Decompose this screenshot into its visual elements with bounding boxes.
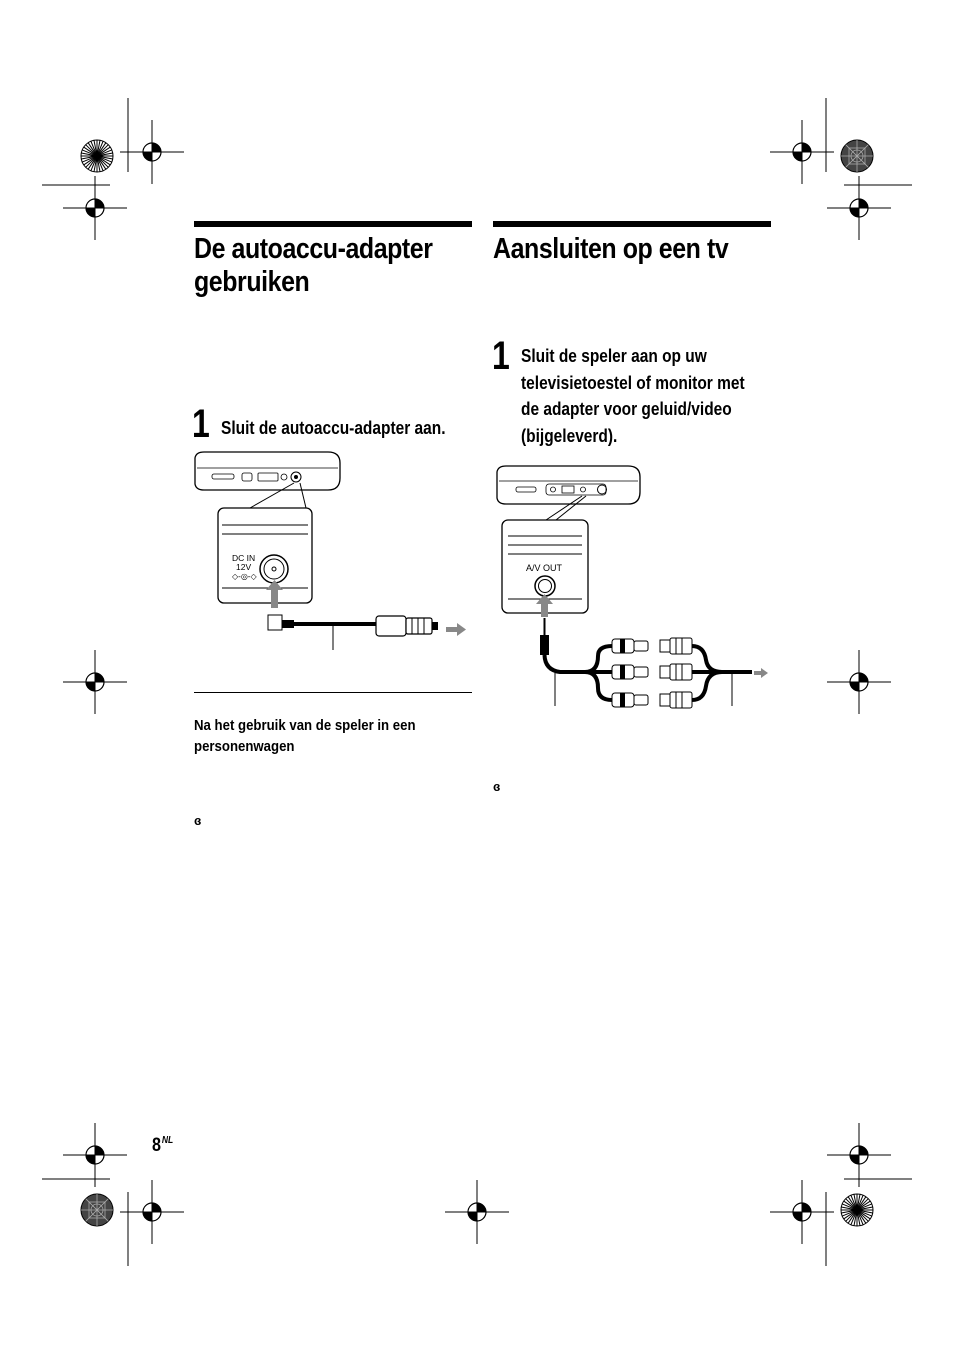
- page-number: [152, 1135, 173, 1157]
- left-subheading-line2: personenwagen: [194, 738, 295, 755]
- right-step-text: [521, 343, 745, 449]
- dc-in-voltage: 12V: [236, 562, 252, 572]
- dc-in-label: DC IN: [232, 553, 256, 563]
- right-step-line: (bijgeleverd).: [521, 425, 618, 446]
- right-step-line: de adapter voor geluid/video: [521, 399, 732, 419]
- page-language-suffix: NL: [161, 1135, 174, 1146]
- left-step-text: Sluit de autoaccu-adapter aan.: [221, 418, 446, 438]
- polarity-icon: ◇-◎-◇: [232, 572, 257, 581]
- left-title-line2: gebruiken: [194, 266, 310, 298]
- player-icon: [497, 466, 640, 504]
- left-step-number: 1: [192, 402, 210, 446]
- left-subheading: [194, 715, 416, 757]
- right-title: Aansluiten op een tv: [493, 233, 729, 265]
- section-divider: [194, 692, 472, 693]
- player-icon: [195, 452, 340, 490]
- tip-icon: ɞ: [194, 813, 202, 828]
- right-step-number: 1: [492, 334, 510, 378]
- car-adapter-figure: [190, 448, 475, 658]
- left-subheading-line1: Na het gebruik van de speler in een: [194, 717, 416, 734]
- right-heading-rule: [493, 221, 771, 227]
- page-number-value: 8: [152, 1135, 161, 1156]
- left-title: [194, 233, 433, 299]
- left-heading-rule: [194, 221, 472, 227]
- tip-icon: ɞ: [493, 779, 501, 794]
- left-title-line1: De autoaccu-adapter: [194, 233, 433, 265]
- tv-connection-figure: [490, 460, 775, 720]
- right-step-line: televisietoestel of monitor met: [521, 372, 745, 393]
- right-step-line: Sluit de speler aan op uw: [521, 346, 707, 366]
- av-out-label: A/V OUT: [526, 563, 563, 573]
